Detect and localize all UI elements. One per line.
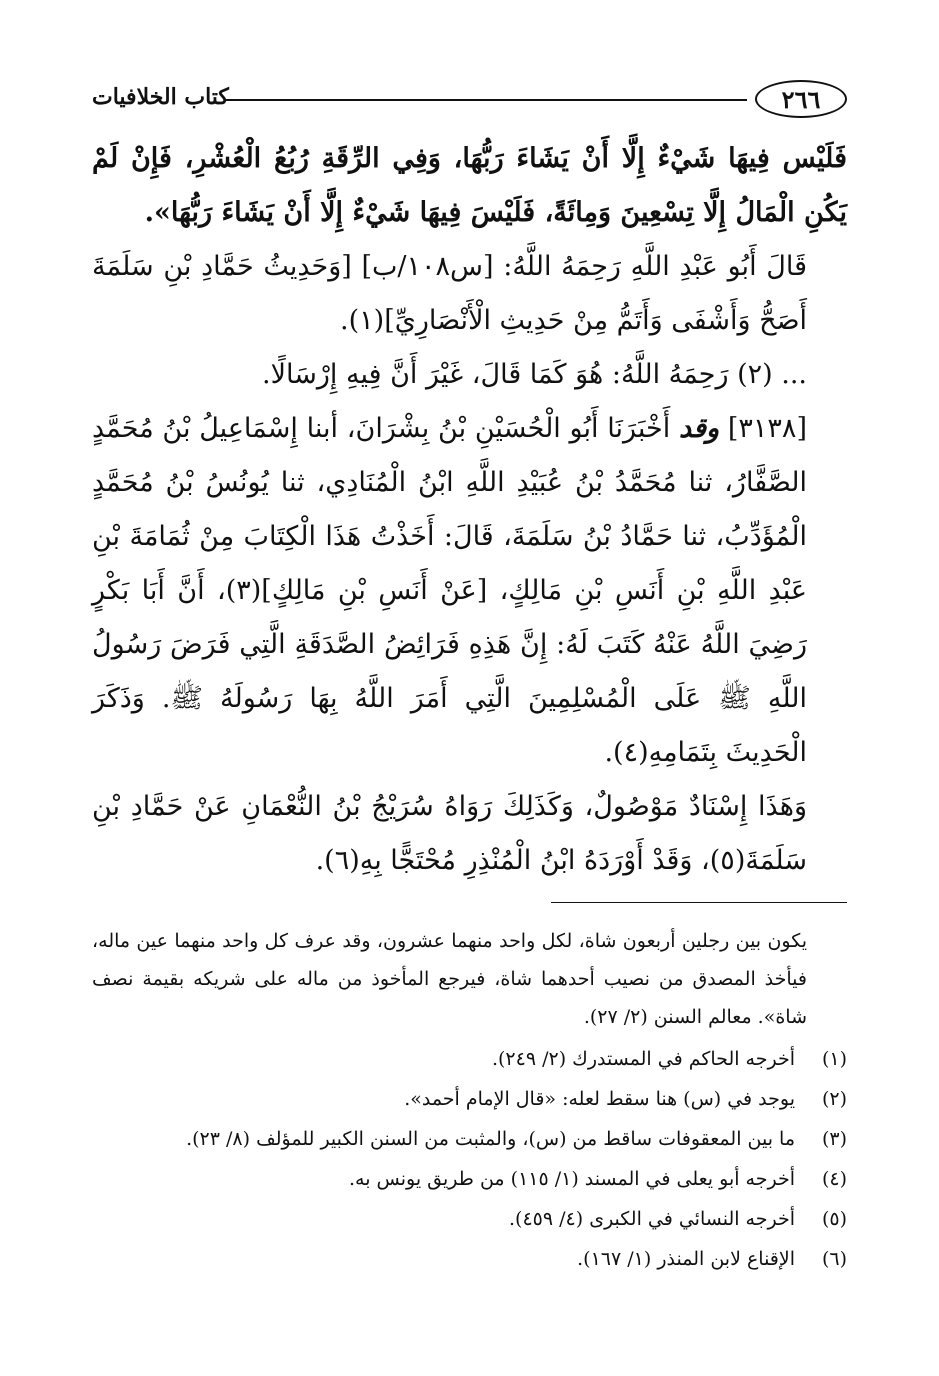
footnote-item — [92, 1240, 847, 1278]
book-title: كتاب الخلافيات — [92, 84, 229, 110]
hadith-marker: وقد — [679, 413, 720, 444]
footnote-text: أخرجه أبو يعلى في المسند (١/ ١١٥) من طريق يونس به. — [348, 1168, 795, 1190]
page-number: ٢٦٦ — [755, 80, 847, 118]
footnote-item — [92, 1080, 847, 1118]
footnote-number: (١) — [821, 1048, 847, 1070]
footnote-item — [92, 1040, 847, 1078]
footnote-list — [92, 1040, 847, 1278]
paragraph-abu-abdullah: قَالَ أَبُو عَبْدِ اللَّهِ رَحِمَهُ اللَّهُ: [س١٠٨/ب] [وَحَدِيثُ حَمَّادِ بْنِ سَلَمَةَ أَصَحُّ وَأَشْفَى وَأَتَمُّ مِنْ حَدِيثِ الْأَنْصَارِيِّ](١). — [92, 251, 808, 336]
footnote-number: (٤) — [821, 1168, 847, 1190]
footnote-text: يوجد في (س) هنا سقط لعله: «قال الإمام أحمد». — [404, 1088, 795, 1110]
footnote-number: (٥) — [821, 1208, 847, 1230]
footnote-item — [92, 1200, 847, 1238]
footnote-item — [92, 1120, 847, 1158]
footnote-separator — [551, 902, 847, 903]
footnote-text: أخرجه النسائي في الكبرى (٤/ ٤٥٩). — [509, 1208, 795, 1230]
paragraph-isnad: وَهَذَا إِسْنَادٌ مَوْصُولٌ، وَكَذَلِكَ رَوَاهُ سُرَيْجُ بْنُ النُّعْمَانِ عَنْ حَمَّادِ بْنِ سَلَمَةَ(٥)، وَقَدْ أَوْرَدَهُ ابْنُ الْمُنْذِرِ مُحْتَجًّا بِهِ(٦). — [92, 791, 807, 876]
footnote-item — [92, 1160, 847, 1198]
paragraph-comment: ... (٢) رَحِمَهُ اللَّهُ: هُوَ كَمَا قَالَ، غَيْرَ أَنَّ فِيهِ إِرْسَالًا. — [262, 359, 807, 390]
footnote-text: الإقناع لابن المنذر (١/ ١٦٧). — [577, 1248, 795, 1270]
hadith-number: [٣١٣٨] — [727, 413, 807, 444]
footnote-number: (٦) — [821, 1248, 847, 1270]
footnote-continuation: يكون بين رجلين أربعون شاة، لكل واحد منهما عشرون، وقد عرف كل واحد منهما عين ماله، فيأخذ المصدق من نصيب أحدهما شاة، فيرجع المأخوذ من ماله على شريكه بقيمة نصف شاة». معالم السنن (٢/ ٢٧). — [92, 930, 807, 1028]
footnote-number: (٣) — [821, 1128, 847, 1150]
footnotes — [92, 922, 847, 1280]
hadith-text: أَخْبَرَنَا أَبُو الْحُسَيْنِ بْنُ بِشْرَانَ، أبنا إِسْمَاعِيلُ بْنُ مُحَمَّدٍ الصَّفَّارُ، ثنا مُحَمَّدُ بْنُ عُبَيْدِ اللَّهِ ابْنُ الْمُنَادِي، ثنا يُونُسُ بْنُ مُحَمَّدٍ الْمُؤَدِّبُ، ثنا حَمَّادُ بْنُ سَلَمَةَ، قَالَ: أَخَذْتُ هَذَا الْكِتَابَ مِنْ ثُمَامَةَ بْنِ عَبْدِ اللَّهِ بْنِ أَنَسِ بْنِ مَالِكٍ، [عَنْ أَنَسِ بْنِ مَالِكٍ](٣)، أَنَّ أَبَا بَكْرٍ رَضِيَ اللَّهُ عَنْهُ كَتَبَ لَهُ: إِنَّ هَذِهِ فَرَائِضُ الصَّدَقَةِ الَّتِي فَرَضَ رَسُولُ اللَّهِ ﷺ عَلَى الْمُسْلِمِينَ الَّتِي أَمَرَ اللَّهُ بِهَا رَسُولَهُ ﷺ. وَذَكَرَ الْحَدِيثَ بِتَمَامِهِ(٤). — [92, 413, 807, 768]
footnote-text: أخرجه الحاكم في المستدرك (٢/ ٢٤٩). — [491, 1048, 795, 1070]
paragraph-hadith-end: فَلَيْس فِيهَا شَيْءٌ إِلَّا أَنْ يَشَاءَ رَبُّهَا، وَفِي الرِّقَةِ رُبُعُ الْعُشْرِ، فَإِنْ لَمْ يَكُنِ الْمَالُ إِلَّا تِسْعِينَ وَمِائَةً، فَلَيْسَ فِيهَا شَيْءٌ إِلَّا أَنْ يَشَاءَ رَبُّهَا». — [92, 143, 847, 228]
main-text — [92, 132, 847, 888]
header-rule — [224, 99, 747, 101]
footnote-text: ما بين المعقوفات ساقط من (س)، والمثبت من السنن الكبير للمؤلف (٨/ ٢٣). — [186, 1128, 795, 1150]
page-header — [92, 78, 847, 124]
paragraph-hadith-3138 — [92, 402, 847, 780]
footnote-number: (٢) — [821, 1088, 847, 1110]
